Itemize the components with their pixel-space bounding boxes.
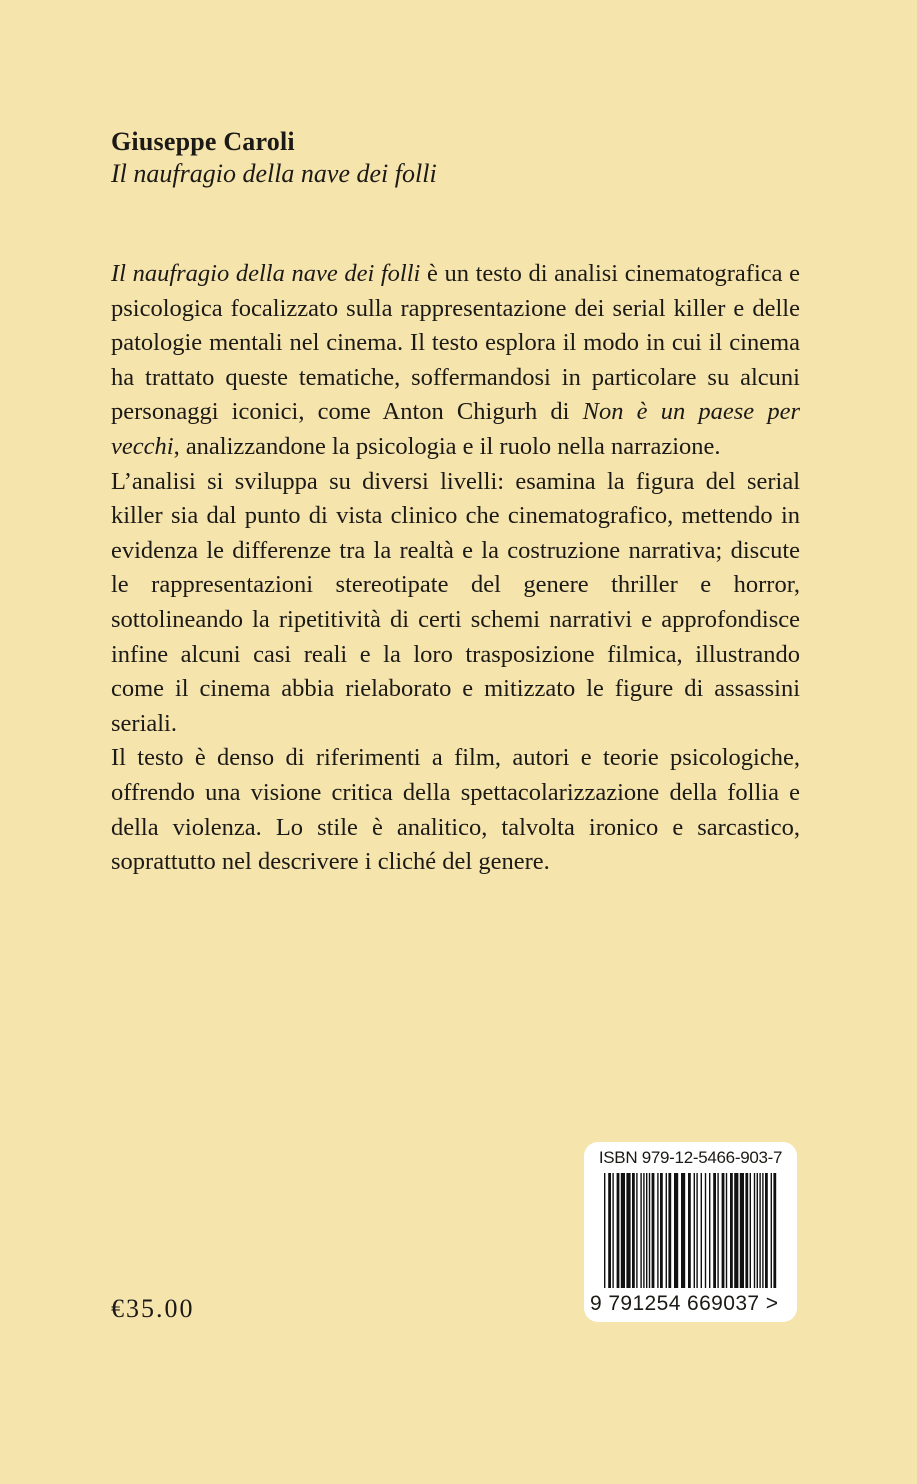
barcode-bar	[604, 1173, 605, 1288]
barcode-bar	[626, 1173, 630, 1288]
barcode-bar	[765, 1173, 768, 1288]
barcode-bar	[762, 1173, 763, 1288]
barcode-bar	[771, 1173, 772, 1288]
barcode-bar	[608, 1173, 611, 1288]
price: €35.00	[111, 1294, 195, 1323]
barcode-bar	[649, 1173, 650, 1288]
barcode-number: 9 791254 669037 >	[590, 1292, 779, 1315]
barcode-box	[584, 1142, 797, 1322]
barcode-bar	[646, 1173, 647, 1288]
barcode-bar	[632, 1173, 635, 1288]
blurb-paragraph-1	[111, 257, 800, 465]
barcode-bar	[640, 1173, 641, 1288]
barcode-bar	[740, 1173, 744, 1288]
barcode-bar	[666, 1173, 667, 1288]
barcode-bar	[668, 1173, 671, 1288]
blurb	[111, 257, 800, 880]
barcode-bar	[674, 1173, 678, 1288]
header	[111, 126, 437, 190]
barcode-bar	[754, 1173, 755, 1288]
barcode-bar	[660, 1173, 663, 1288]
barcode-bar	[688, 1173, 691, 1288]
blurb-paragraph-3: Il testo è denso di riferimenti a film, autori e teorie psicologiche, offrendo una visione critica della spettacolarizzazione della follia e della violenza. Lo stile è analitico, talvolta ironico e sarcastico, soprattutto nel descrivere i cliché del genere.	[111, 744, 800, 876]
barcode-bar	[681, 1173, 685, 1288]
barcode-bar	[705, 1173, 706, 1288]
barcode-bars	[604, 1173, 777, 1288]
barcode-bar	[621, 1173, 625, 1288]
author-name: Giuseppe Caroli	[111, 127, 295, 156]
barcode-bar	[773, 1173, 776, 1288]
barcode-bar	[726, 1173, 727, 1288]
barcode-bar	[696, 1173, 697, 1288]
barcode-bar	[612, 1173, 613, 1288]
barcode-bar	[652, 1173, 655, 1288]
barcode-bar	[636, 1173, 637, 1288]
barcode-bar	[617, 1173, 620, 1288]
barcode-bar	[759, 1173, 760, 1288]
barcode-bar	[709, 1173, 710, 1288]
barcode-bar	[722, 1173, 725, 1288]
barcode-bar	[717, 1173, 718, 1288]
barcode-bar	[643, 1173, 644, 1288]
barcode-bar	[657, 1173, 658, 1288]
barcode-bar	[757, 1173, 758, 1288]
blurb-film-title: Non è un paese per vecchi	[111, 398, 800, 460]
barcode-bar	[694, 1173, 695, 1288]
blurb-book-title: Il naufragio della nave dei folli	[111, 260, 421, 287]
barcode-bar	[730, 1173, 733, 1288]
barcode-bar	[750, 1173, 751, 1288]
barcode-bar	[713, 1173, 716, 1288]
isbn-label: ISBN 979-12-5466-903-7	[598, 1148, 783, 1167]
blurb-text: è un testo di analisi cinematografica e psicologica focalizzato sulla rappresentazione dei serial killer e delle patologie mentali nel cinema. Il testo esplora il modo in cui il cinema ha trattato queste tematiche, soffermandosi in particolare su alcuni personaggi iconici, come Anton Chigurh di	[111, 260, 801, 426]
barcode-bar	[734, 1173, 738, 1288]
blurb-text: , analizzandone la psicologia e il ruolo nella narrazione.	[173, 432, 721, 460]
barcode-bar	[701, 1173, 702, 1288]
blurb-paragraph-2: L’analisi si sviluppa su diversi livelli: esamina la figura del serial killer sia dal punto di vista clinico che cinematografico, mettendo in evidenza le differenze tra la realtà e la costruzione narrativa; discute le rappresentazioni stereotipate del genere thriller e horror, sottolineando la ripetitività di certi schemi narrativi e approfondisce infine alcuni casi reali e la loro trasposizione filmica, illustrando come il cinema abbia rielaborato e mitizzato le figure di assassini seriali.	[111, 467, 800, 737]
barcode-bar	[745, 1173, 748, 1288]
book-title: Il naufragio della nave dei folli	[111, 159, 437, 188]
